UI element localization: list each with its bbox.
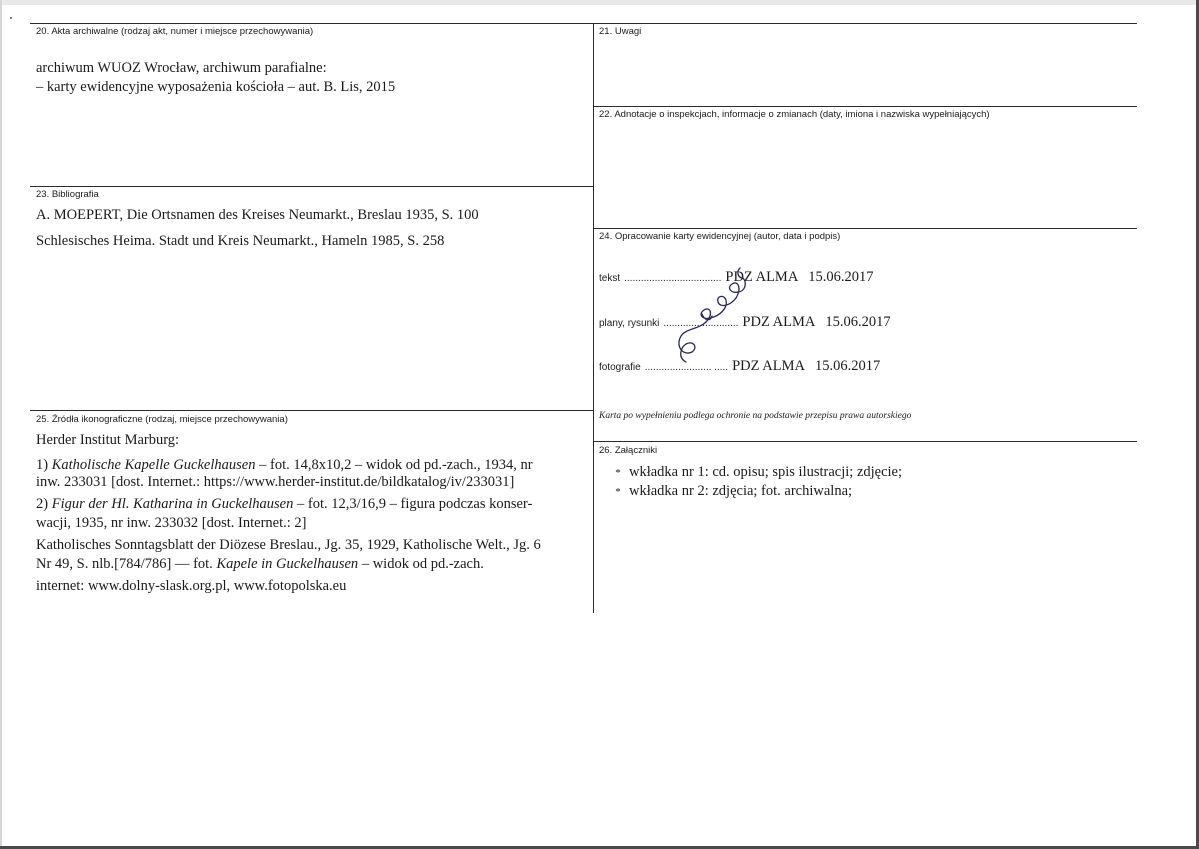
prep-row-photos-author: PDZ ALMA <box>732 358 805 374</box>
section-26-label: 26. Załączniki <box>599 445 658 456</box>
icon-item-1-prefix: 1) <box>36 457 52 473</box>
prep-row-text-dots: ................................... <box>624 273 722 284</box>
bibliography-line-2: Schlesisches Heima. Stadt und Kreis Neumarkt., Hameln 1985, S. 258 <box>36 233 445 249</box>
prep-row-plans-key: plany, rysunki <box>599 318 660 329</box>
prep-row-text-date: 15.06.2017 <box>808 269 874 285</box>
rule-s24-bottom <box>593 441 1137 442</box>
section-22-label: 22. Adnotacje o inspekcjach, informacje o zmianach (daty, imiona i nazwiska wypełniających) <box>599 109 990 120</box>
icon-item-2-line-1 <box>36 495 532 514</box>
attachment-item-1 <box>607 463 902 483</box>
section-23-label: 23. Bibliografia <box>36 189 99 200</box>
rule-s22-bottom <box>593 228 1137 229</box>
handwritten-signature <box>640 258 770 368</box>
icon-item-2-line-2: wacji, 1935, nr inw. 233032 [dost. Internet.: 2] <box>36 515 307 531</box>
attachment-item-2-text: wkładka nr 2: zdjęcia; fot. archiwalna; <box>629 483 853 499</box>
icon-item-2-title: Figur der Hl. Katharina in Guckelhausen <box>51 496 294 512</box>
icon-item-1-rest: – fot. 14,8x10,2 – widok od pd.-zach., 1934, nr <box>255 457 533 473</box>
section-21-label: 21. Uwagi <box>599 26 642 37</box>
rule-top <box>30 23 1137 24</box>
scan-edge-top <box>0 0 1199 5</box>
archival-line-2: – karty ewidencyjne wyposażenia kościoła – aut. B. Lis, 2015 <box>36 79 396 95</box>
icon-item-2-rest: – fot. 12,3/16,9 – figura podczas konser- <box>293 496 533 512</box>
icon-item-2-prefix: 2) <box>36 496 52 512</box>
attachment-item-1-text: wkładka nr 1: cd. opisu; spis ilustracji; zdjęcie; <box>629 464 903 480</box>
scan-speck <box>10 17 12 19</box>
archival-line-1: archiwum WUOZ Wrocław, archiwum parafialne: <box>36 60 327 76</box>
rule-s21-bottom <box>593 106 1137 107</box>
icon-intro: Herder Institut Marburg: <box>36 432 180 448</box>
icon-item-3-line-2 <box>36 555 484 574</box>
bibliography-line-1: A. MOEPERT, Die Ortsnamen des Kreises Neumarkt., Breslau 1935, S. 100 <box>36 207 479 223</box>
attachment-item-2 <box>607 482 852 502</box>
section-20-label: 20. Akta archiwalne (rodzaj akt, numer i miejsce przechowywania) <box>36 26 314 37</box>
bullet-icon: * <box>615 467 621 479</box>
scan-edge-left <box>0 0 2 849</box>
icon-item-4: internet: www.dolny-slask.org.pl, www.fotopolska.eu <box>36 578 347 594</box>
prep-row-text-author: PDZ ALMA <box>725 269 799 285</box>
icon-item-3-title: Kapele in Guckelhausen <box>216 556 359 572</box>
section-24-label: 24. Opracowanie karty ewidencyjnej (autor, data i podpis) <box>599 231 841 242</box>
prep-row-plans-date: 15.06.2017 <box>825 314 891 330</box>
prep-row-photos-dots: ........................ ..... <box>644 362 729 373</box>
icon-item-3-line-1: Katholisches Sonntagsblatt der Diözese Breslau., Jg. 35, 1929, Katholische Welt., Jg. 6 <box>36 537 541 553</box>
prep-row-photos-date: 15.06.2017 <box>814 358 881 374</box>
prep-row-text-key: tekst <box>599 273 621 284</box>
icon-item-1-line-2: inw. 233031 [dost. Internet.: https://www.herder-institut.de/bildkatalog/iv/233031] <box>36 474 515 490</box>
icon-item-3-rest: – widok od pd.-zach. <box>358 556 484 572</box>
copyright-note: Karta po wypełnieniu podlega ochronie na podstawie przepisu prawa autorskiego <box>599 411 912 421</box>
section-25-label: 25. Źródła ikonograficzne (rodzaj, miejsce przechowywania) <box>36 414 288 425</box>
rule-center-divider <box>593 23 594 613</box>
prep-row-photos-key: fotografie <box>599 362 641 373</box>
prep-row-plans-dots: ........................... <box>663 318 739 329</box>
rule-s20-bottom <box>30 186 593 187</box>
bullet-icon: * <box>615 486 621 498</box>
icon-item-3-prefix: Nr 49, S. nlb.[784/786] — fot. <box>36 556 217 572</box>
prep-row-plans-author: PDZ ALMA <box>742 314 816 330</box>
icon-item-1-title: Katholische Kapelle Guckelhausen <box>51 457 256 473</box>
rule-s23-bottom <box>30 410 593 411</box>
